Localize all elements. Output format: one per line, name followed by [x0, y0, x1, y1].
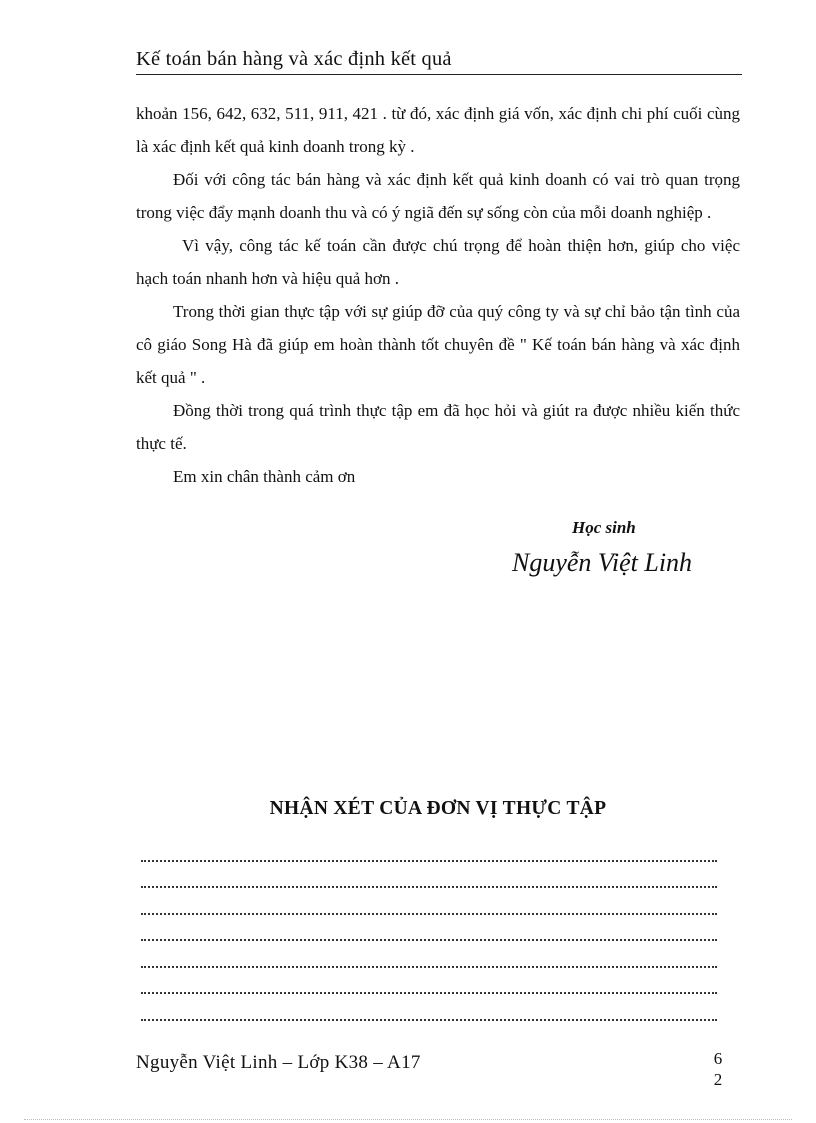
body-text [136, 97, 740, 493]
dotted-blank-line [141, 844, 717, 871]
paragraph-1: khoản 156, 642, 632, 511, 911, 421 . từ đó, xác định giá vốn, xác định chi phí cuối cùng là xác định kết quả kinh doanh trong kỳ . [136, 104, 740, 156]
review-section-title: NHẬN XÉT CỦA ĐƠN VỊ THỰC TẬP [269, 798, 607, 819]
paragraph-5: Đồng thời trong quá trình thực tập em đã học hỏi và giút ra được nhiều kiến thức thực tế. [136, 401, 740, 453]
paragraph-2: Đối với công tác bán hàng và xác định kết quả kinh doanh có vai trò quan trọng trong việc đẩy mạnh doanh thu và có ý ngiã đến sự sống còn của mỗi doanh nghiệp . [136, 170, 740, 222]
paragraph-6: Em xin chân thành cảm ơn [173, 467, 356, 486]
dotted-blank-line [141, 924, 717, 951]
dotted-blank-line [141, 977, 717, 1004]
signer-role: Học sinh [572, 518, 636, 537]
header-rule [136, 74, 742, 75]
footer-author-class: Nguyễn Việt Linh – Lớp K38 – A17 [136, 1052, 421, 1073]
page-bottom-edge [24, 1119, 792, 1120]
paragraph-4: Trong thời gian thực tập với sự giúp đỡ của quý công ty và sự chỉ bảo tận tình của cô giáo Song Hà đã giúp em hoàn thành tốt chuyên đề " Kế toán bán hàng và xác định kết quả " . [136, 302, 740, 387]
page-number [710, 1048, 726, 1090]
dotted-blank-line [141, 1003, 717, 1030]
signer-name: Nguyễn Việt Linh [512, 548, 693, 577]
paragraph-3: Vì vậy, công tác kế toán cần được chú trọng để hoàn thiện hơn, giúp cho việc hạch toán nhanh hơn và hiệu quả hơn . [136, 236, 740, 288]
dotted-blank-line [141, 950, 717, 977]
running-header: Kế toán bán hàng và xác định kết quả [136, 48, 452, 70]
review-blank-lines [141, 844, 719, 1030]
page-number-digit-2: 2 [713, 1070, 723, 1089]
page-number-digit-1: 6 [713, 1049, 723, 1068]
dotted-blank-line [141, 897, 717, 924]
dotted-blank-line [141, 871, 717, 898]
